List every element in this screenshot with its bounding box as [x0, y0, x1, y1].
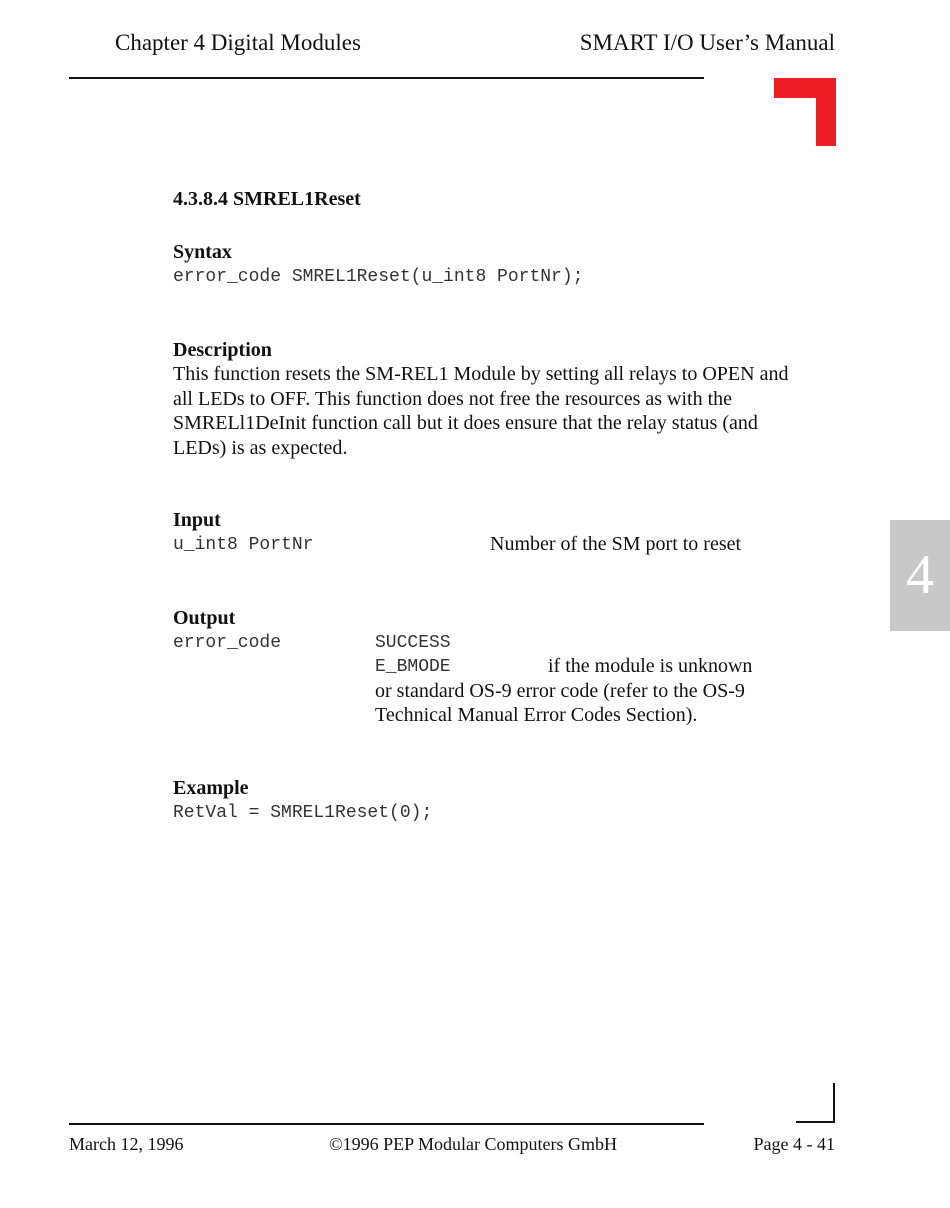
output-value-bmode: E_BMODE: [375, 657, 451, 677]
description-line: LEDs) is as expected.: [173, 436, 348, 459]
footer-date: March 12, 1996: [69, 1134, 184, 1154]
section-title: 4.3.8.4 SMREL1Reset: [173, 188, 361, 210]
header-rule: [69, 77, 704, 79]
description-heading: Description: [173, 339, 272, 361]
example-code: RetVal = SMREL1Reset(0);: [173, 803, 433, 823]
output-heading: Output: [173, 607, 236, 629]
footer-copyright: ©1996 PEP Modular Computers GmbH: [329, 1134, 618, 1154]
corner-mark-icon: [772, 77, 836, 147]
footer-page-number: Page 4 - 41: [753, 1134, 835, 1154]
syntax-heading: Syntax: [173, 241, 232, 263]
input-description: Number of the SM port to reset: [490, 533, 742, 555]
example-heading: Example: [173, 777, 249, 799]
description-line: This function resets the SM-REL1 Module by setting all relays to OPEN and: [173, 363, 789, 385]
output-value-bmode-description: if the module is unknown: [548, 655, 753, 677]
header-manual-title: SMART I/O User’s Manual: [579, 30, 835, 55]
description-line: SMRELl1DeInit function call but it does ensure that the relay status (and: [173, 412, 758, 434]
chapter-tab: [890, 520, 950, 631]
output-extra-line: Technical Manual Error Codes Section).: [375, 704, 698, 726]
syntax-code: error_code SMREL1Reset(u_int8 PortNr);: [173, 267, 584, 287]
footer-rule: [69, 1123, 704, 1125]
footer-corner-mark-icon: [795, 1082, 837, 1124]
output-value-success: SUCCESS: [375, 633, 451, 653]
header-chapter: Chapter 4 Digital Modules: [115, 30, 361, 55]
output-extra-line: or standard OS-9 error code (refer to the OS-9: [375, 680, 745, 702]
description-line: all LEDs to OFF. This function does not free the resources as with the: [173, 387, 733, 410]
input-param: u_int8 PortNr: [173, 535, 314, 555]
input-heading: Input: [173, 509, 221, 531]
description-text: [173, 362, 843, 460]
output-param: error_code: [173, 633, 282, 653]
chapter-tab-number: 4: [906, 544, 934, 606]
